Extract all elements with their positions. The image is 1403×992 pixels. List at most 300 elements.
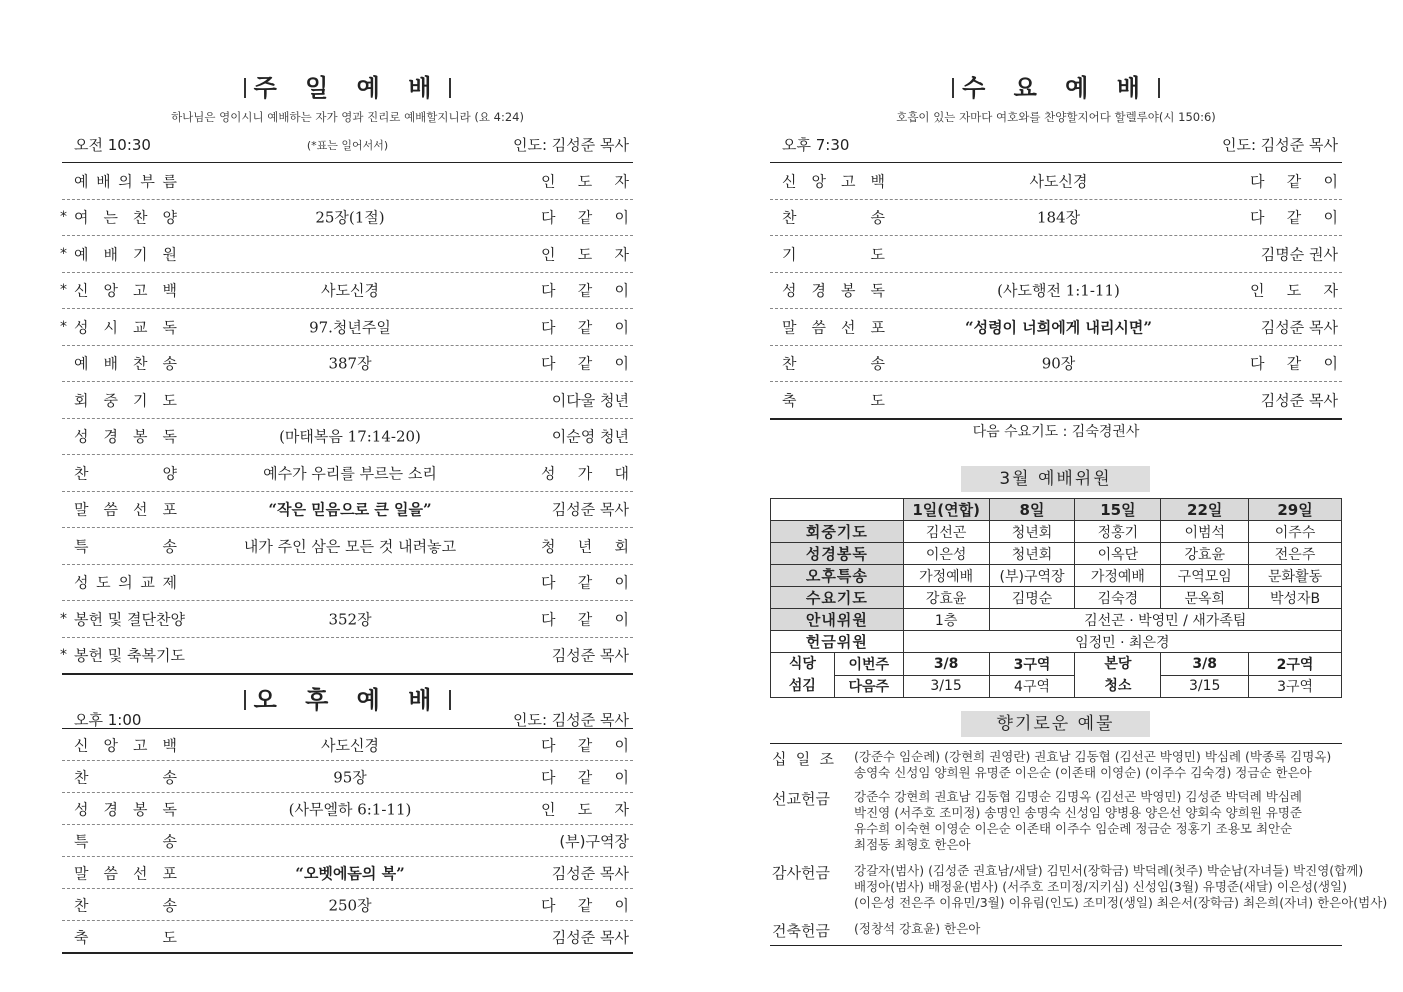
order-item-person	[541, 389, 629, 410]
char: 찬	[782, 208, 797, 227]
order-item-content: “작은 믿음으로 큰 일을”	[268, 500, 432, 519]
order-item-name	[74, 894, 177, 915]
order-item-person	[541, 462, 629, 483]
order-item-content: “성령이 너희에게 내리시면”	[964, 318, 1153, 337]
roster-cell: 김명순	[989, 587, 1075, 609]
char: 같	[577, 281, 593, 300]
roster-cell: (부)구역장	[989, 565, 1075, 587]
clean-label	[1075, 653, 1161, 698]
char: 원	[162, 245, 177, 264]
roster-date: 8일	[989, 499, 1075, 521]
title-bar-right	[449, 690, 451, 710]
order-row	[62, 857, 633, 889]
order-item-content: 사도신경	[321, 281, 379, 300]
char: 이	[614, 281, 629, 300]
meal-label-1: 식당	[788, 656, 816, 672]
order-row	[62, 825, 633, 857]
char: 김성준 목사	[551, 500, 629, 519]
char: 감사헌금	[772, 864, 830, 882]
order-row	[62, 163, 633, 200]
char: 같	[1286, 354, 1302, 373]
char: 찬	[74, 768, 89, 786]
order-item-content: (마태복음 17:14-20)	[279, 427, 421, 446]
order-item-name	[74, 316, 177, 337]
order-item-person	[1250, 280, 1338, 301]
order-row	[62, 419, 633, 456]
char: 도	[162, 928, 177, 946]
char: 제	[162, 573, 177, 592]
roster-cell: 가정예배	[903, 565, 989, 587]
char: 특	[74, 537, 89, 556]
offering-category	[772, 788, 834, 809]
char: 건축헌금	[772, 922, 830, 940]
order-item-person	[1250, 207, 1338, 228]
order-item-person	[541, 734, 629, 755]
char: 는	[103, 208, 118, 227]
char: 이	[1323, 208, 1338, 227]
char: 씀	[103, 864, 118, 882]
order-row	[770, 163, 1342, 200]
order-row	[62, 346, 633, 383]
offering-line: (정창석 강효윤) 한은아	[854, 921, 981, 936]
offering-label: 헌금위원	[771, 631, 904, 653]
sunday-title-text: 주 일 예 배	[253, 74, 442, 102]
order-row	[770, 273, 1342, 310]
char: 조	[819, 750, 834, 768]
char: 같	[577, 736, 593, 754]
roster-row-label: 오후특송	[771, 565, 904, 587]
roster-cell: 정홍기	[1075, 521, 1161, 543]
char: 십	[772, 750, 787, 768]
meal-next-group: 4구역	[989, 675, 1075, 698]
roster-cell: 구역모임	[1161, 565, 1249, 587]
wednesday-info	[770, 134, 1342, 154]
meal-this-date: 3/8	[903, 653, 989, 676]
offering-names	[854, 921, 1342, 937]
order-item-person	[541, 316, 629, 337]
order-item-content: (사도행전 1:1-11)	[997, 281, 1120, 300]
order-item-name	[782, 316, 885, 337]
order-row	[62, 601, 633, 638]
char: 선교헌금	[772, 790, 830, 808]
order-item-content: 250장	[328, 896, 372, 914]
offering-category	[772, 748, 834, 769]
order-row	[770, 309, 1342, 346]
sunday-leader: 인도: 김성준 목사	[512, 136, 629, 154]
char: 도	[870, 391, 885, 410]
order-item-person	[541, 572, 629, 593]
char: 기	[133, 391, 148, 410]
roster-title: 3월 예배위원	[961, 466, 1150, 492]
char: 이	[614, 896, 629, 914]
order-item-name	[74, 426, 177, 447]
roster-row	[771, 587, 1342, 609]
order-row	[770, 382, 1342, 418]
char: 김성준 목사	[551, 864, 629, 882]
meal-next-week: 다음주	[834, 675, 903, 698]
order-item-person	[541, 608, 629, 629]
char: 백	[870, 172, 885, 191]
char: 앙	[103, 736, 118, 754]
clean-this-date: 3/8	[1161, 653, 1249, 676]
offering-names	[854, 789, 1342, 853]
char: 씀	[103, 500, 118, 519]
char: 인	[541, 172, 556, 191]
char: 이다울 청년	[551, 391, 629, 410]
order-item-content: 352장	[328, 610, 372, 629]
char: 배	[103, 245, 118, 264]
char: 김명순 권사	[1260, 245, 1338, 264]
sunday-info	[62, 134, 633, 154]
order-item-content: 184장	[1036, 208, 1081, 227]
offering-names	[854, 863, 1388, 911]
afternoon-time: 오후 1:00	[74, 711, 142, 729]
char: 찬	[133, 354, 148, 373]
offering-names	[854, 749, 1342, 781]
char: 다	[1250, 354, 1265, 373]
clean-next-group: 3구역	[1249, 675, 1342, 698]
char: 봉	[133, 800, 148, 818]
char: 포	[162, 500, 177, 519]
roster-cell: 청년회	[989, 543, 1075, 565]
roster-cell: 이옥단	[1075, 543, 1161, 565]
roster-row	[771, 565, 1342, 587]
char: (부)구역장	[559, 832, 629, 850]
char: 백	[162, 736, 177, 754]
char: 같	[577, 768, 593, 786]
order-item-person	[541, 535, 629, 556]
char: 송	[162, 832, 177, 850]
order-row	[62, 528, 633, 565]
order-item-content: 사도신경	[1029, 172, 1088, 191]
order-row	[62, 638, 633, 674]
roster-cell: 강효윤	[903, 587, 989, 609]
order-item-content: “오벳에돔의 복”	[295, 864, 405, 882]
order-item-person	[541, 766, 629, 787]
char: 봉헌 및 축복기도	[74, 646, 185, 665]
char: 기	[133, 245, 148, 264]
char: 송	[162, 896, 177, 914]
order-item-person	[541, 207, 629, 228]
char: 다	[541, 281, 556, 300]
char: 독	[870, 281, 885, 300]
char: 도	[162, 391, 177, 410]
afternoon-leader: 인도: 김성준 목사	[512, 711, 629, 729]
char: 말	[74, 500, 89, 519]
offering-line: (이은성 전은주 이유민/3월) 이유림(인도) 조미정(생일) 최은서(장학금) 최은희(자녀) 한은아(범사)	[854, 895, 1388, 910]
char: 이	[614, 736, 629, 754]
char: 고	[133, 736, 148, 754]
roster-cell: 가정예배	[1075, 565, 1161, 587]
char: 송	[162, 768, 177, 786]
order-item-person	[541, 243, 629, 264]
offering-category	[772, 862, 834, 883]
char: 의	[118, 172, 133, 191]
char: 송	[870, 354, 885, 373]
order-item-name	[74, 170, 177, 191]
roster-cell: 전은주	[1249, 543, 1342, 565]
char: 도	[1286, 281, 1302, 300]
char: 다	[541, 318, 556, 337]
char: 다	[1250, 208, 1265, 227]
char: 김성준 목사	[1260, 318, 1338, 337]
offerings-title: 향기로운 예물	[961, 711, 1150, 737]
char: 예	[74, 354, 89, 373]
char: 성	[74, 800, 89, 818]
order-item-name	[74, 389, 177, 410]
order-row	[62, 200, 633, 237]
char: 같	[577, 354, 593, 373]
order-item-name	[74, 608, 185, 629]
order-item-content: 97.청년주일	[309, 318, 391, 337]
order-item-name	[74, 926, 177, 947]
order-row	[62, 273, 633, 310]
char: 찬	[782, 354, 797, 373]
roster-cell: 문옥희	[1161, 587, 1249, 609]
order-row	[770, 346, 1342, 383]
char: 인	[1250, 281, 1265, 300]
order-item-person	[1250, 389, 1338, 410]
clean-label-2: 청소	[1104, 678, 1132, 694]
char: 같	[577, 896, 593, 914]
order-item-content: 95장	[333, 768, 367, 786]
char: 도	[577, 800, 593, 818]
sunday-note: (*표는 일어서서)	[306, 139, 389, 152]
char: 의	[118, 573, 133, 592]
char: 년	[577, 537, 593, 556]
order-item-name	[782, 353, 885, 374]
order-item-person	[541, 926, 629, 947]
roster-date: 22일	[1161, 499, 1249, 521]
order-row	[62, 921, 633, 952]
char: 포	[870, 318, 885, 337]
order-item-name	[74, 243, 177, 264]
offering-row	[771, 631, 1342, 653]
guide-names: 김선곤 · 박영민 / 새가족팀	[989, 609, 1341, 631]
roster-cell: 김선곤	[903, 521, 989, 543]
char: 자	[614, 172, 629, 191]
roster-cell: 이범석	[1161, 521, 1249, 543]
char: 씀	[811, 318, 826, 337]
char: 선	[133, 864, 148, 882]
afternoon-title-text: 오 후 예 배	[253, 686, 442, 714]
offering-line: 송영숙 신성임 양희원 유명준 이은순 (이존태 이영순) (이주수 김숙경) 정금순 한은아	[854, 765, 1312, 780]
order-row	[62, 236, 633, 273]
order-row	[62, 889, 633, 921]
guide-label: 안내위원	[771, 609, 904, 631]
char: 같	[577, 610, 593, 629]
meal-this-group: 3구역	[989, 653, 1075, 676]
meal-row-next	[771, 675, 1342, 698]
char: 성	[541, 464, 556, 483]
order-item-person	[541, 830, 629, 851]
roster-row-label: 성경봉독	[771, 543, 904, 565]
char: 교	[133, 318, 148, 337]
order-item-person	[541, 645, 629, 666]
roster-row-label: 수요기도	[771, 587, 904, 609]
standing-mark: *	[60, 282, 67, 299]
char: 기	[782, 245, 797, 264]
standing-mark: *	[60, 245, 67, 262]
offering-category	[772, 920, 834, 941]
char: 봉	[133, 427, 148, 446]
char: 송	[870, 208, 885, 227]
char: 자	[614, 800, 629, 818]
char: 청	[541, 537, 556, 556]
char: 신	[74, 736, 89, 754]
char: 독	[162, 427, 177, 446]
char: 이	[614, 573, 629, 592]
order-item-name	[74, 207, 177, 228]
order-row	[62, 793, 633, 825]
char: 같	[1286, 208, 1302, 227]
order-item-content: 내가 주인 삼은 모든 것 내려놓고	[243, 537, 457, 556]
char: 양	[162, 464, 177, 483]
char: 도	[870, 245, 885, 264]
guide-row	[771, 609, 1342, 631]
char: 예	[74, 245, 89, 264]
char: 고	[841, 172, 856, 191]
order-row	[62, 565, 633, 602]
char: 이	[614, 610, 629, 629]
offering-line: 배정아(범사) 배정윤(범사) (서주호 조미정/지키심) 신성임(3월) 유명준(새달) 이은성(생일)	[854, 879, 1348, 894]
order-row	[770, 200, 1342, 237]
char: 앙	[103, 281, 118, 300]
offering-line: 유수희 이숙현 이영순 이은순 이존태 이주수 임순례 정금순 정홍기 조용모 최안순	[854, 821, 1293, 836]
char: 회	[74, 391, 89, 410]
order-row	[62, 455, 633, 492]
char: 이	[1323, 354, 1338, 373]
order-item-content: 90장	[1041, 354, 1076, 373]
wednesday-title	[770, 68, 1342, 103]
char: 같	[577, 573, 593, 592]
order-item-name	[74, 862, 177, 883]
roster-cell: 청년회	[989, 521, 1075, 543]
char: 봉헌 및 결단찬양	[74, 610, 185, 629]
meal-next-date: 3/15	[903, 675, 989, 698]
char: 도	[577, 245, 593, 264]
meal-row-this	[771, 653, 1342, 676]
char: 다	[541, 610, 556, 629]
standing-mark: *	[60, 318, 67, 335]
roster-date: 1일(연합)	[903, 499, 989, 521]
offering-line: 강준수 강현희 권효남 김동협 김명순 김명옥 (김선곤 박영민) 김성준 박덕례 박심례	[854, 789, 1302, 804]
char: 백	[162, 281, 177, 300]
order-row	[770, 236, 1342, 273]
roster-corner	[771, 499, 904, 521]
order-item-content: 25장(1절)	[315, 208, 385, 227]
roster-cell: 이은성	[903, 543, 989, 565]
offering-names: 임정민 · 최은경	[903, 631, 1341, 653]
char: 여	[74, 208, 89, 227]
char: 도	[577, 172, 593, 191]
order-item-person	[541, 894, 629, 915]
char: 포	[162, 864, 177, 882]
offering-line: 박진영 (서주호 조미정) 송명인 송명숙 신성임 양병용 양은선 양회숙 양희원 유명준	[854, 805, 1302, 820]
char: 말	[782, 318, 797, 337]
order-item-name	[74, 499, 177, 520]
char: 이	[614, 768, 629, 786]
char: 예	[74, 172, 89, 191]
order-item-content: 387장	[328, 354, 372, 373]
char: 이	[614, 208, 629, 227]
char: 다	[541, 896, 556, 914]
wednesday-order-list	[770, 162, 1342, 420]
order-item-person	[1250, 243, 1338, 264]
sunday-time: 오전 10:30	[74, 136, 151, 154]
char: 자	[1323, 281, 1338, 300]
clean-label-1: 본당	[1104, 656, 1132, 672]
standing-mark: *	[60, 647, 67, 664]
order-item-name	[74, 766, 177, 787]
roster-table	[770, 498, 1342, 698]
roster-cell: 김숙경	[1075, 587, 1161, 609]
roster-row-label: 회중기도	[771, 521, 904, 543]
order-item-person	[1250, 353, 1338, 374]
standing-mark: *	[60, 209, 67, 226]
char: 경	[103, 427, 118, 446]
roster-row	[771, 543, 1342, 565]
order-item-person	[1250, 316, 1338, 337]
char: 중	[103, 391, 118, 410]
char: 인	[541, 245, 556, 264]
char: 찬	[133, 208, 148, 227]
title-bar-right	[449, 78, 451, 98]
char: 선	[133, 500, 148, 519]
char: 대	[614, 464, 629, 483]
meal-label-2: 섬김	[788, 678, 816, 694]
char: 성	[782, 281, 797, 300]
clean-this-group: 2구역	[1249, 653, 1342, 676]
order-item-name	[782, 243, 885, 264]
char: 배	[96, 172, 111, 191]
char: 배	[103, 354, 118, 373]
order-item-name	[74, 645, 185, 666]
char: 이	[614, 354, 629, 373]
order-item-person	[541, 798, 629, 819]
order-item-person	[1250, 170, 1338, 191]
char: 선	[841, 318, 856, 337]
meal-label	[771, 653, 835, 698]
wednesday-title-text: 수 요 예 배	[962, 74, 1150, 102]
title-bar-left	[244, 78, 246, 98]
char: 신	[74, 281, 89, 300]
order-row	[62, 729, 633, 761]
order-item-content: 예수가 우리를 부르는 소리	[263, 464, 437, 483]
char: 양	[162, 208, 177, 227]
roster-cell: 강효윤	[1161, 543, 1249, 565]
afternoon-order-list	[62, 728, 633, 954]
order-item-name	[74, 798, 177, 819]
char: 김성준 목사	[551, 928, 629, 946]
roster-cell: 이주수	[1249, 521, 1342, 543]
char: 축	[74, 928, 89, 946]
guide-floor: 1층	[903, 609, 989, 631]
char: 독	[162, 318, 177, 337]
order-item-person	[541, 353, 629, 374]
char: 특	[74, 832, 89, 850]
roster-cell: 문화활동	[1249, 565, 1342, 587]
roster-date: 29일	[1249, 499, 1342, 521]
char: 찬	[74, 464, 89, 483]
char: 인	[541, 800, 556, 818]
char: 고	[133, 281, 148, 300]
char: 송	[162, 354, 177, 373]
char: 다	[541, 208, 556, 227]
char: 축	[782, 391, 797, 410]
char: 봉	[841, 281, 856, 300]
order-item-name	[74, 353, 177, 374]
